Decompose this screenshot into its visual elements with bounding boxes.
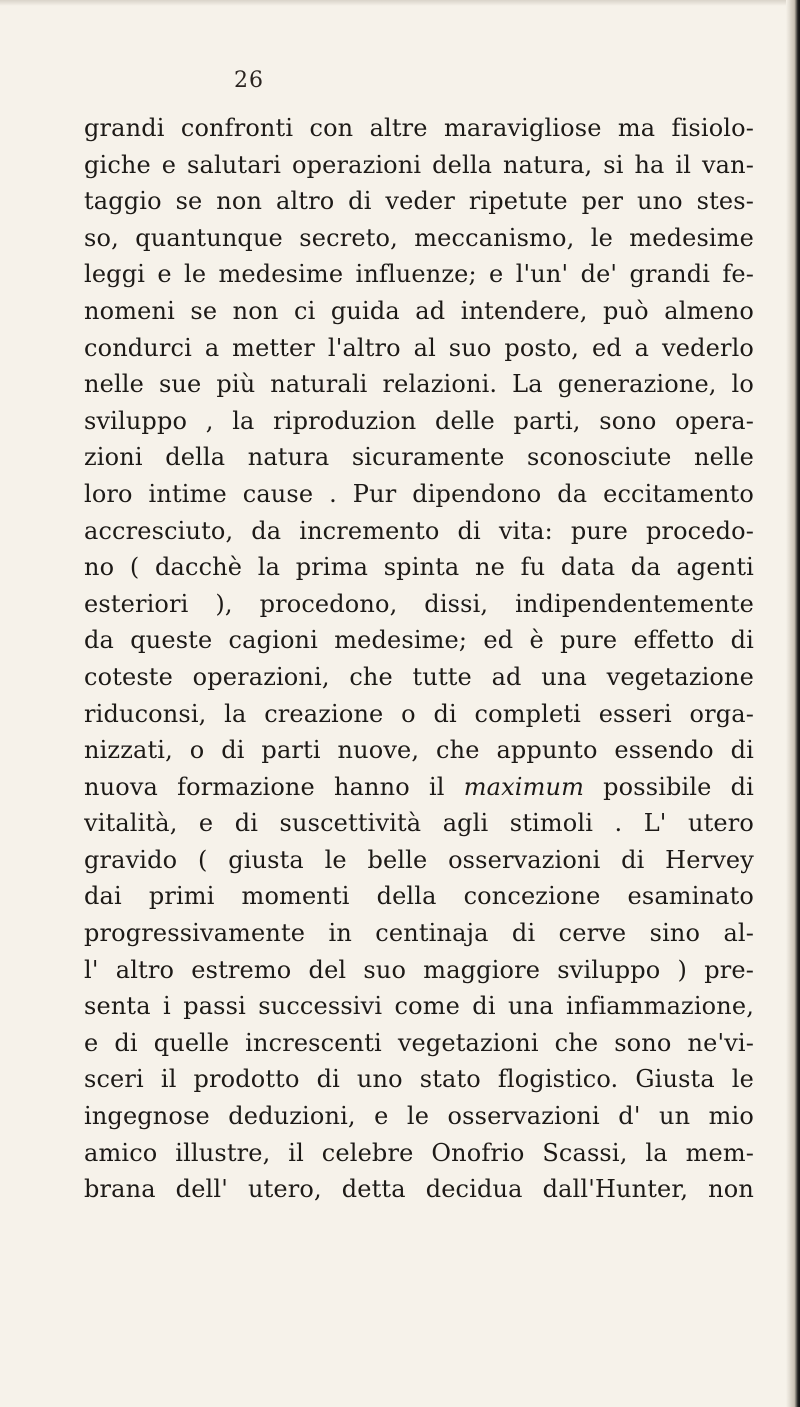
text-line: senta i passi successivi come di una infiammazione, bbox=[84, 992, 754, 1021]
page-top-edge bbox=[0, 0, 800, 6]
text-line: accresciuto, da incremento di vita: pure procedo- bbox=[84, 516, 754, 545]
text-line: l' altro estremo del suo maggiore sviluppo ) pre- bbox=[84, 955, 754, 984]
text-line: sviluppo , la riproduzion delle parti, sono opera- bbox=[84, 406, 754, 435]
text-fragment: possibile di bbox=[584, 772, 754, 801]
text-line: taggio se non altro di veder ripetute per uno stes- bbox=[84, 187, 754, 216]
text-line: giche e salutari operazioni della natura, si ha il van- bbox=[84, 150, 754, 179]
text-fragment: nuova formazione hanno il bbox=[84, 772, 464, 801]
text-line: brana dell' utero, detta decidua dall'Hunter, non bbox=[84, 1175, 754, 1204]
text-line: sceri il prodotto di uno stato flogistico. Giusta le bbox=[84, 1065, 754, 1094]
text-line: nomeni se non ci guida ad intendere, può almeno bbox=[84, 296, 754, 325]
italic-term: maximum bbox=[463, 772, 585, 801]
text-line: riduconsi, la creazione o di completi esseri orga- bbox=[84, 699, 754, 728]
text-line: condurci a metter l'altro al suo posto, ed a vederlo bbox=[84, 333, 754, 362]
page-binding-shadow bbox=[786, 0, 800, 1407]
text-line: e di quelle increscenti vegetazioni che sono ne'vi- bbox=[84, 1028, 754, 1057]
text-line: da queste cagioni medesime; ed è pure effetto di bbox=[84, 626, 754, 655]
text-line: amico illustre, il celebre Onofrio Scassi, la mem- bbox=[84, 1138, 754, 1167]
text-line: so, quantunque secreto, meccanismo, le medesime bbox=[84, 223, 754, 252]
text-line: leggi e le medesime influenze; e l'un' de' grandi fe- bbox=[84, 260, 754, 289]
page-number: 26 bbox=[234, 68, 264, 93]
text-line: gravido ( giusta le belle osservazioni di Hervey bbox=[84, 845, 754, 874]
text-line: nizzati, o di parti nuove, che appunto essendo di bbox=[84, 736, 754, 765]
text-line: zioni della natura sicuramente sconosciute nelle bbox=[84, 443, 754, 472]
text-line: coteste operazioni, che tutte ad una vegetazione bbox=[84, 662, 754, 691]
text-line: ingegnose deduzioni, e le osservazioni d' un mio bbox=[84, 1102, 754, 1131]
text-line-with-italic bbox=[84, 769, 754, 806]
text-line: nelle sue più naturali relazioni. La generazione, lo bbox=[84, 370, 754, 399]
text-line: esteriori ), procedono, dissi, indipendentemente bbox=[84, 589, 754, 618]
body-text bbox=[84, 110, 754, 1208]
text-line: no ( dacchè la prima spinta ne fu data da agenti bbox=[84, 553, 754, 582]
text-line: grandi confronti con altre maravigliose ma fisiolo- bbox=[84, 114, 754, 142]
text-line: progressivamente in centinaja di cerve sino al- bbox=[84, 919, 754, 948]
text-line: dai primi momenti della concezione esaminato bbox=[84, 882, 754, 911]
text-line: vitalità, e di suscettività agli stimoli . L' utero bbox=[84, 809, 754, 838]
text-line: loro intime cause . Pur dipendono da eccitamento bbox=[84, 479, 754, 508]
